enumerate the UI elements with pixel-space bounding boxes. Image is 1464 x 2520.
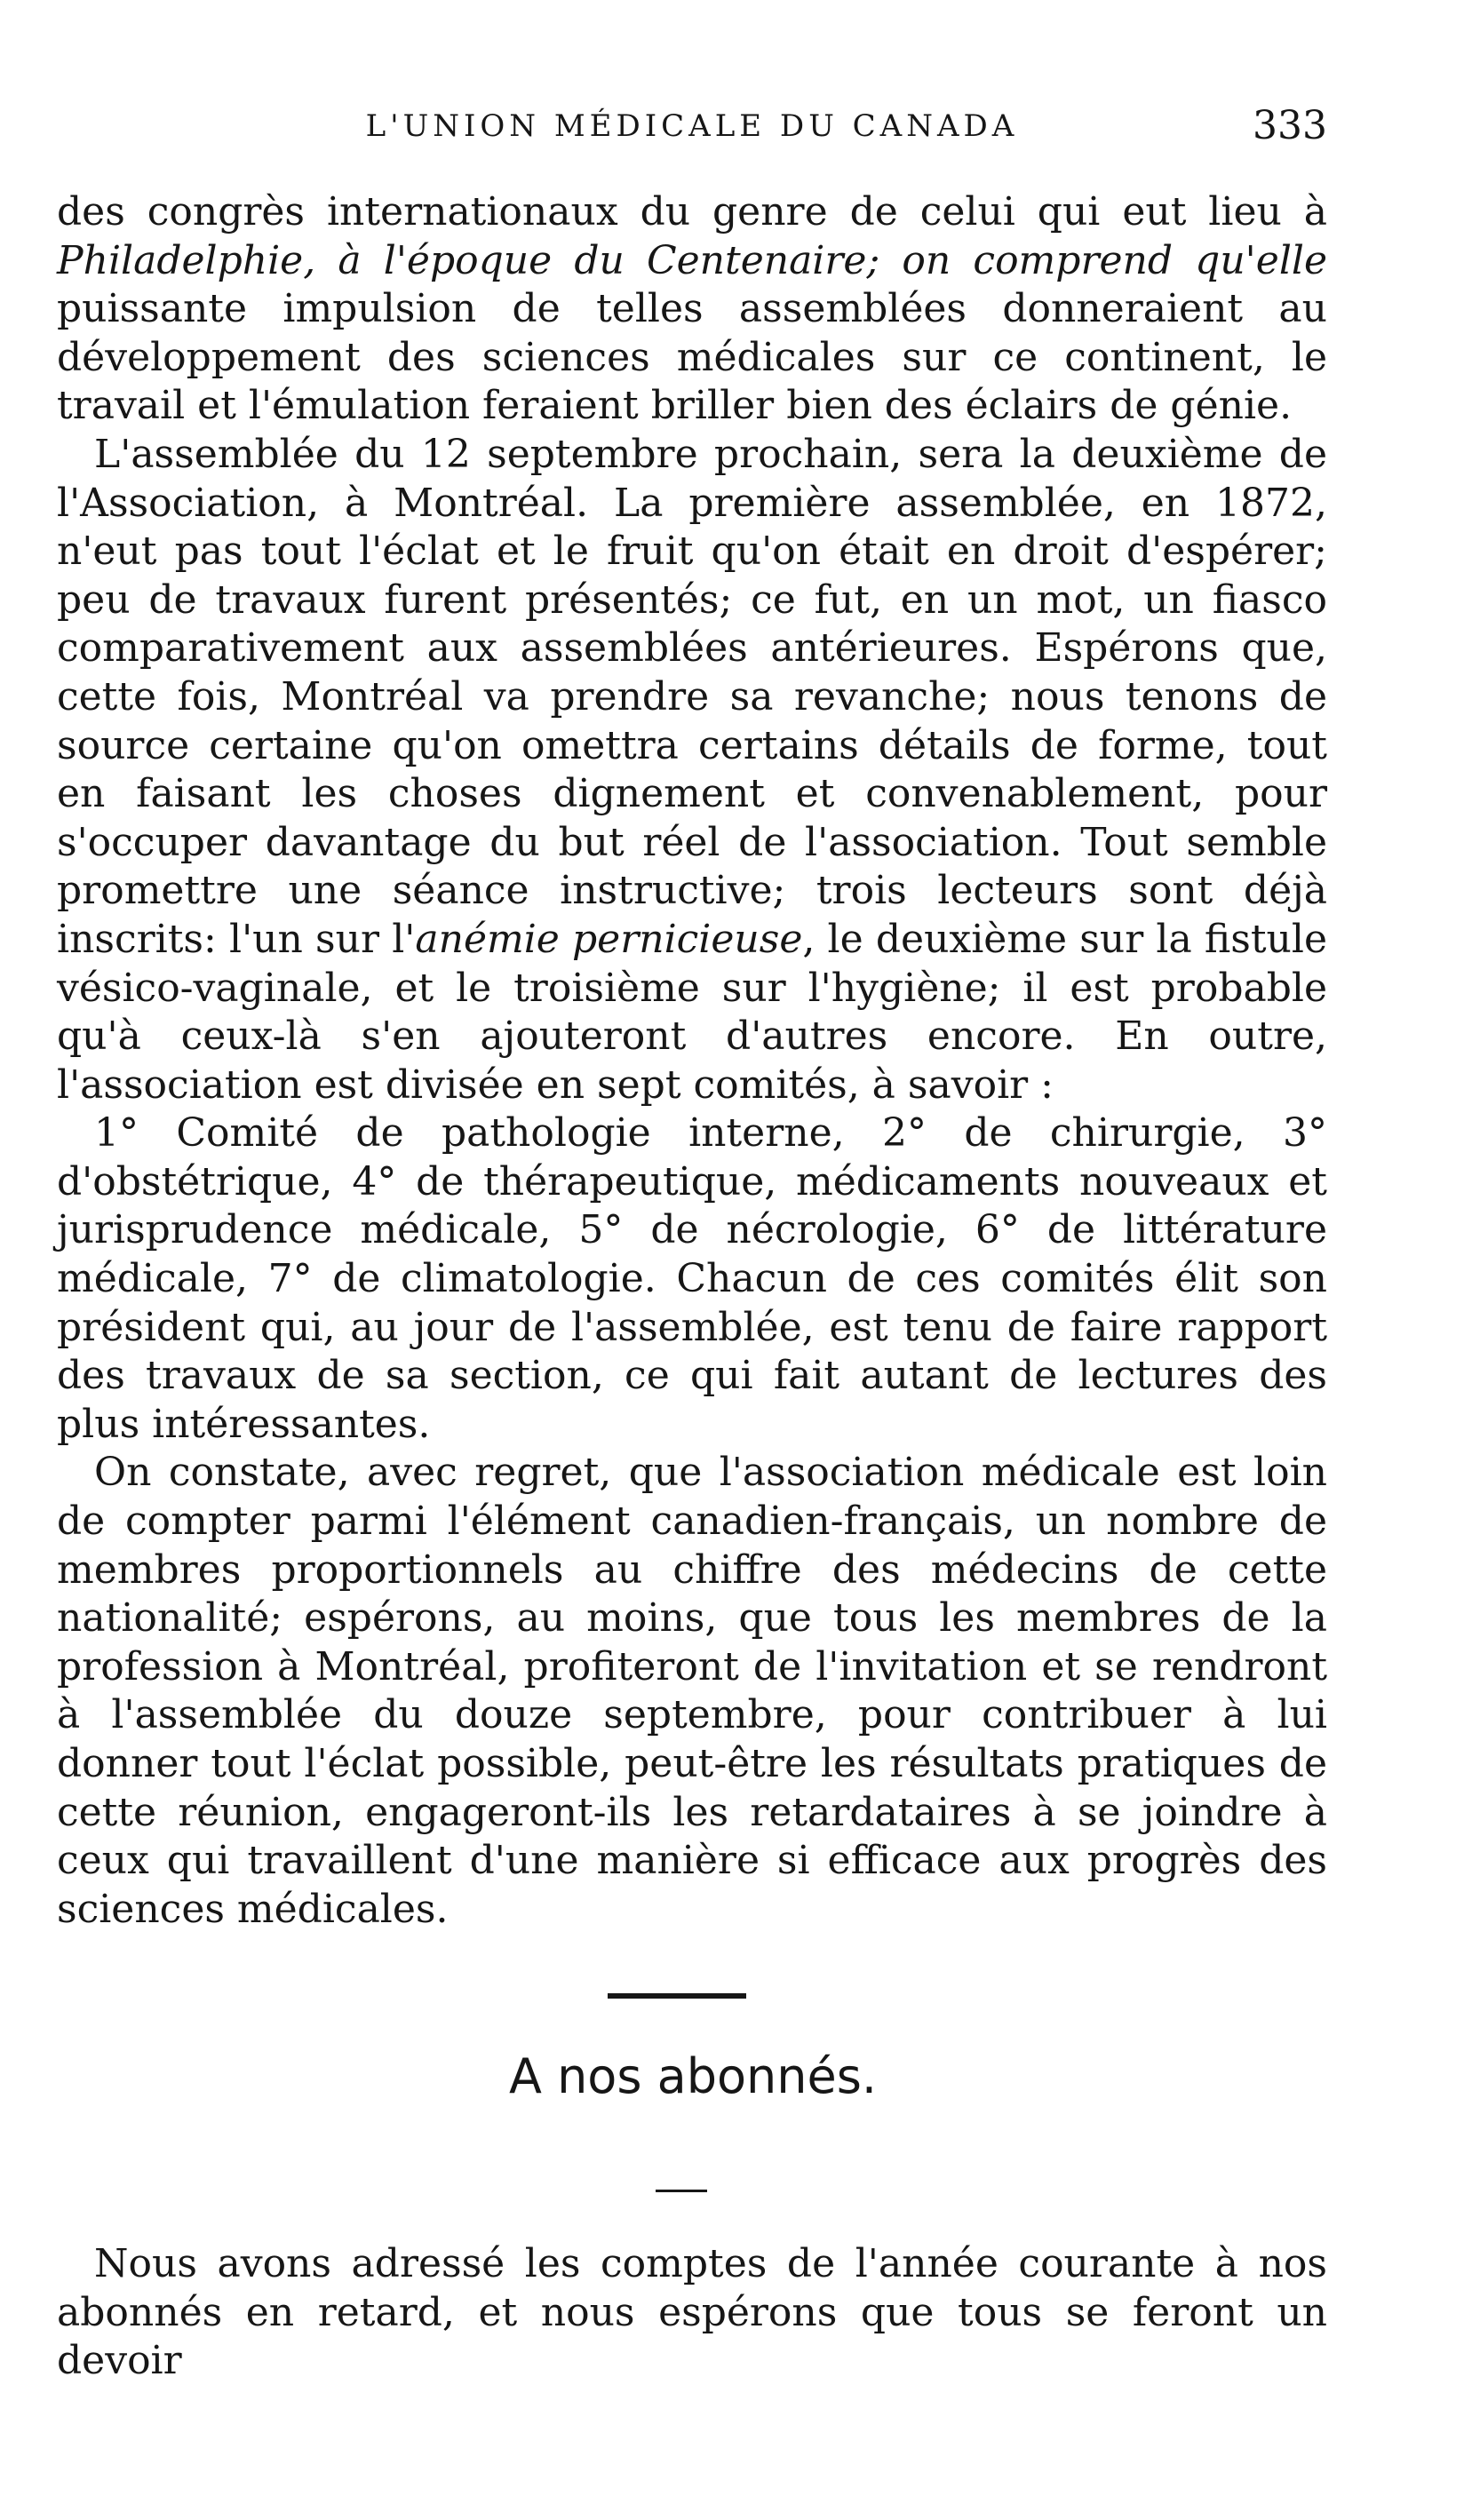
paragraph-1 [57, 188, 1327, 431]
article-body [57, 188, 1327, 1934]
paragraph-1-italic-text: Philadelphie, à l'époque du Centenaire; on comprend qu'elle [57, 237, 1327, 283]
paragraph-4: On constate, avec regret, que l'association médicale est loin de compter parmi l'élément canadien-français, un nombre de membres proportionnels au chiffre des médecins de cette nationalité; espérons, au moins, que tous les membres de la profession à Montréal, profiteront de l'invitation et se rendront à l'assemblée du douze septembre, pour contribuer à lui donner tout l'éclat possible, peut-être les résultats pratiques de cette réunion, engageront-ils les retardataires à se joindre à ceux qui travaillent d'une manière si efficace aux progrès des sciences médicales. [57, 1450, 1327, 1932]
section-body [57, 2240, 1327, 2386]
running-head [57, 103, 1327, 162]
journal-title: L'UNION MÉDICALE DU CANADA [365, 108, 1019, 144]
page-number: 333 [1253, 103, 1327, 148]
paragraph-1-text-end: puissante impulsion de telles assemblées donneraient au développement des sciences médicales sur ce continent, le travail et l'émulation feraient briller bien des éclairs de génie. [57, 286, 1327, 429]
section-title: A nos abonnés. [508, 2048, 878, 2104]
title-underline-rule [656, 2190, 707, 2192]
section-separator-rule [608, 1993, 746, 1999]
paragraph-2-text-start: L'assemblée du 12 septembre prochain, sera la deuxième de l'Association, à Montréal. La première assemblée, en 1872, n'eut pas tout l'éclat et le fruit qu'on était en droit d'espérer; peu de travaux furent présentés; ce fut, en un mot, un fiasco comparativement aux assemblées antérieures. Espérons que, cette fois, Montréal va prendre sa revanche; nous tenons de source certaine qu'on omettra certains détails de forme, tout en faisant les choses dignement et convenablement, pour s'occuper davantage du but réel de l'association. Tout semble promettre une séance instructive; trois lecteurs sont déjà inscrits: l'un sur l' [57, 431, 1327, 962]
paragraph-2 [57, 431, 1327, 1109]
paragraph-1-text-start: des congrès internationaux du genre de celui qui eut lieu à [57, 189, 1327, 235]
paragraph-2-italic-text: anémie pernicieuse [415, 916, 803, 962]
paragraph-2-text-end: , le deuxième sur la fistule vésico-vaginale, et le troisième sur l'hygiène; il est probable qu'à ceux-là s'en ajouteront d'autres encore. En outre, l'association est divisée en sept comités, à savoir : [57, 916, 1327, 1108]
section-paragraph-1: Nous avons adressé les comptes de l'année courante à nos abonnés en retard, et nous espérons que tous se feront un devoir [57, 2241, 1327, 2384]
paragraph-3: 1° Comité de pathologie interne, 2° de chirurgie, 3° d'obstétrique, 4° de thérapeutique, médicaments nouveaux et jurisprudence médicale, 5° de nécrologie, 6° de littérature médicale, 7° de climatologie. Chacun de ces comités élit son président qui, au jour de l'assemblée, est tenu de faire rapport des travaux de sa section, ce qui fait autant de lectures des plus intéressantes. [57, 1110, 1327, 1447]
